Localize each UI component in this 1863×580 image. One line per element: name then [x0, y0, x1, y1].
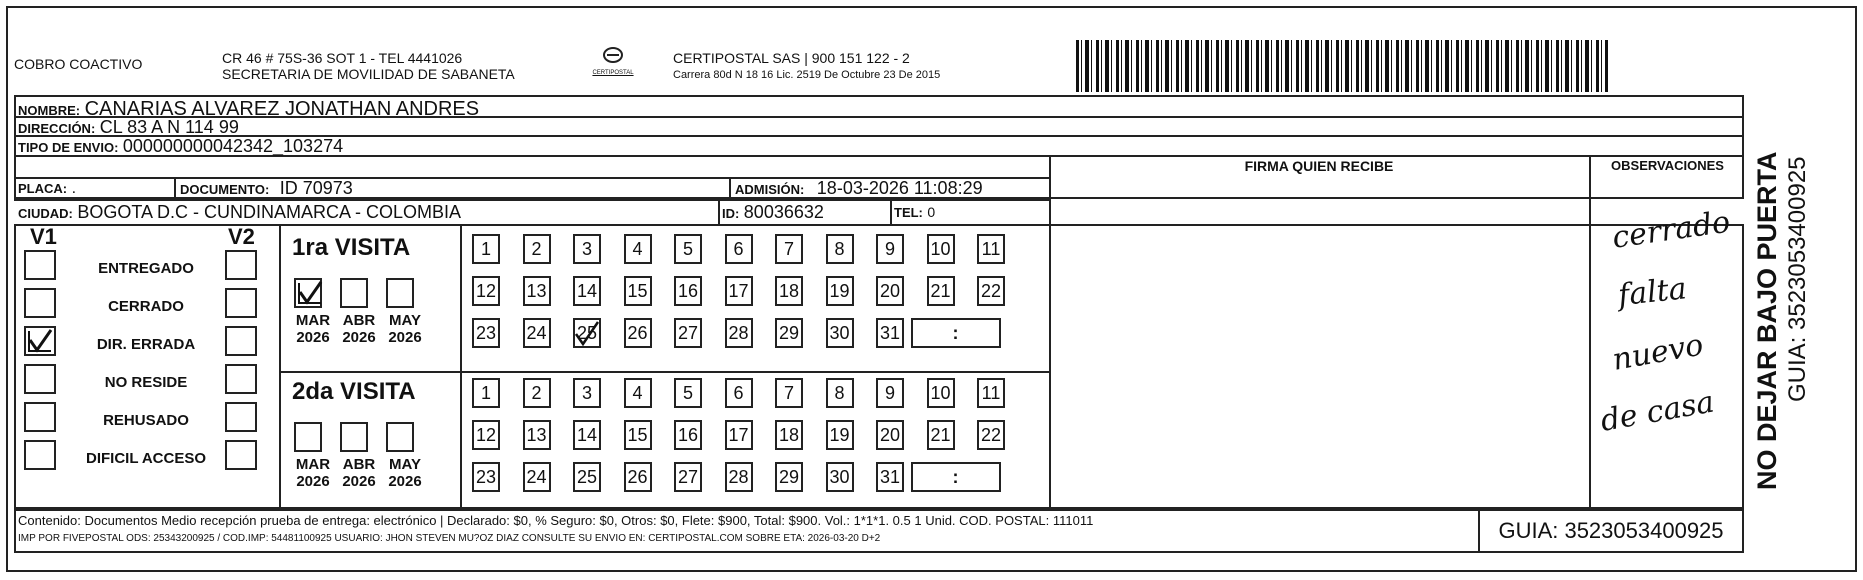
- v2-checkbox[interactable]: [225, 288, 257, 318]
- footer-guia: GUIA: 3523053400925: [1498, 518, 1724, 543]
- day-box[interactable]: 24: [523, 462, 551, 492]
- ciudad-value: BOGOTA D.C - CUNDINAMARCA - COLOMBIA: [77, 202, 462, 222]
- sender-entity: SECRETARIA DE MOVILIDAD DE SABANETA: [222, 66, 515, 82]
- day-box[interactable]: 29: [775, 462, 803, 492]
- v1-checkbox[interactable]: [24, 440, 56, 470]
- direccion-row: [18, 117, 239, 138]
- handwriting-line: falta: [1616, 271, 1689, 314]
- day-box[interactable]: 7: [775, 378, 803, 408]
- admision-value: 18-03-2026 11:08:29: [816, 178, 983, 198]
- motivo-label: REHUSADO: [103, 412, 189, 429]
- motivo-label: DIFICIL ACCESO: [85, 450, 206, 467]
- day-box[interactable]: 8: [826, 378, 854, 408]
- documento-row: [180, 178, 353, 199]
- v2-checkbox[interactable]: [225, 250, 257, 280]
- handwriting-line: nuevo: [1609, 327, 1706, 378]
- month-box[interactable]: [340, 278, 368, 308]
- day-box[interactable]: 31: [876, 318, 904, 348]
- side-guia: GUIA: 3523053400925: [1784, 156, 1811, 402]
- ciudad-label: CIUDAD:: [18, 206, 73, 221]
- day-box[interactable]: 16: [674, 276, 702, 306]
- day-box[interactable]: 13: [523, 420, 551, 450]
- day-box[interactable]: 8: [826, 234, 854, 264]
- ciudad-row: [18, 202, 461, 223]
- day-box[interactable]: 3: [573, 234, 601, 264]
- tipo-row: [18, 136, 343, 157]
- v1-checkbox[interactable]: [24, 402, 56, 432]
- documento-value: ID 70973: [279, 178, 353, 198]
- day-box[interactable]: 28: [725, 462, 753, 492]
- id-label: ID:: [722, 206, 740, 221]
- day-box[interactable]: 20: [876, 420, 904, 450]
- day-box[interactable]: 30: [826, 462, 854, 492]
- month-year: 2026: [342, 473, 376, 490]
- day-box[interactable]: 4: [624, 234, 652, 264]
- day-box[interactable]: 24: [523, 318, 551, 348]
- tipo-value: 000000000042342_103274: [122, 136, 344, 156]
- v1-label: V1: [30, 224, 57, 249]
- sender-address: CR 46 # 75S-36 SOT 1 - TEL 4441026: [222, 50, 463, 66]
- day-box[interactable]: 18: [775, 276, 803, 306]
- day-box[interactable]: 15: [624, 276, 652, 306]
- month-label: MAR: [295, 456, 331, 473]
- day-box[interactable]: 2: [523, 378, 551, 408]
- direccion-value: CL 83 A N 114 99: [99, 117, 239, 137]
- id-row: [722, 202, 824, 223]
- day-box[interactable]: 9: [876, 234, 904, 264]
- day-box[interactable]: 28: [725, 318, 753, 348]
- placa-row: [18, 180, 76, 198]
- day-box[interactable]: 5: [674, 234, 702, 264]
- tipo-label: TIPO DE ENVIO:: [18, 140, 119, 155]
- v1-checkbox[interactable]: [24, 364, 56, 394]
- month-label: ABR: [342, 312, 376, 329]
- day-box[interactable]: 22: [977, 420, 1005, 450]
- day-box[interactable]: 20: [876, 276, 904, 306]
- day-box[interactable]: 30: [826, 318, 854, 348]
- day-box[interactable]: 23: [472, 318, 500, 348]
- day-box[interactable]: 26: [624, 318, 652, 348]
- no-dejar-text: NO DEJAR BAJO PUERTA: [1752, 151, 1782, 490]
- month-year: 2026: [388, 329, 422, 346]
- day-box[interactable]: 21: [927, 276, 955, 306]
- day-box[interactable]: 18: [775, 420, 803, 450]
- handwriting-line: de casa: [1597, 384, 1717, 439]
- direccion-label: DIRECCIÓN:: [18, 121, 96, 136]
- day-box[interactable]: 12: [472, 276, 500, 306]
- footer-imp: IMP POR FIVEPOSTAL ODS: 25343200925 / COD.IMP: 54481100925 USUARIO: JHON STEVEN MU?OZ DIAZ CONSULTE SU ENVIO EN: CERTIPOSTAL.COM SOBRE ETA: 2026-03-20 D+2: [18, 533, 881, 544]
- v1-checkbox[interactable]: [24, 288, 56, 318]
- admision-label: ADMISIÓN:: [735, 182, 805, 197]
- footer-contenido: Contenido: Documentos Medio recepción prueba de entrega: electrónico | Declarado: $0, % Seguro: $0, Otros: $0, Flete: $900, Total: $900. Vol.: 1*1*1. 0.5 1 Unid. COD. POSTAL: 111011: [18, 513, 1094, 528]
- day-box[interactable]: 27: [674, 318, 702, 348]
- v2-checkbox[interactable]: [225, 402, 257, 432]
- day-box[interactable]: 12: [472, 420, 500, 450]
- day-box[interactable]: 25: [573, 318, 601, 348]
- month-label: ABR: [342, 456, 376, 473]
- time-box: :: [911, 318, 1001, 348]
- motivo-label: ENTREGADO: [98, 260, 194, 277]
- tel-label: TEL:: [894, 205, 923, 220]
- day-box[interactable]: 5: [674, 378, 702, 408]
- month-box[interactable]: [294, 278, 322, 308]
- admision-row: [735, 178, 983, 199]
- month-box[interactable]: [340, 422, 368, 452]
- motivo-label: DIR. ERRADA: [96, 336, 196, 353]
- logo-icon: [602, 46, 624, 64]
- handwriting-line: cerrado: [1610, 204, 1733, 256]
- day-box[interactable]: 6: [725, 234, 753, 264]
- month-box[interactable]: [386, 422, 414, 452]
- check-mark-icon: [296, 280, 324, 306]
- month-box[interactable]: [294, 422, 322, 452]
- tel-value: 0: [927, 204, 936, 220]
- firma-header: FIRMA QUIEN RECIBE: [1244, 158, 1394, 174]
- v1-checkbox[interactable]: [24, 326, 56, 356]
- month-year: 2026: [296, 329, 330, 346]
- day-box[interactable]: 29: [775, 318, 803, 348]
- day-box[interactable]: 11: [977, 378, 1005, 408]
- observaciones-handwriting: [1597, 200, 1740, 500]
- day-box[interactable]: 14: [573, 276, 601, 306]
- day-box[interactable]: 2: [523, 234, 551, 264]
- company-license: Carrera 80d N 18 16 Lic. 2519 De Octubre 23 De 2015: [673, 69, 941, 81]
- day-box[interactable]: 7: [775, 234, 803, 264]
- day-box[interactable]: 27: [674, 462, 702, 492]
- observaciones-header: OBSERVACIONES: [1611, 158, 1724, 173]
- nombre-label: NOMBRE:: [18, 103, 81, 118]
- form-type: COBRO COACTIVO: [14, 56, 143, 72]
- day-box[interactable]: 17: [725, 276, 753, 306]
- day-box[interactable]: 3: [573, 378, 601, 408]
- day-box[interactable]: 6: [725, 378, 753, 408]
- tel-row: [894, 204, 935, 222]
- day-box[interactable]: 19: [826, 276, 854, 306]
- day-box[interactable]: 25: [573, 462, 601, 492]
- visita1-title: 1ra VISITA: [292, 234, 411, 261]
- day-box[interactable]: 19: [826, 420, 854, 450]
- month-box[interactable]: [386, 278, 414, 308]
- month-year: 2026: [388, 473, 422, 490]
- logo-text: CERTIPOSTAL: [592, 70, 634, 76]
- day-box[interactable]: 13: [523, 276, 551, 306]
- v2-checkbox[interactable]: [225, 326, 257, 356]
- certipostal-logo: [590, 46, 636, 80]
- v2-checkbox[interactable]: [225, 364, 257, 394]
- v2-label: V2: [228, 224, 255, 249]
- month-year: 2026: [296, 473, 330, 490]
- placa-label: PLACA:: [18, 181, 68, 196]
- time-box: :: [911, 462, 1001, 492]
- company-name: CERTIPOSTAL SAS | 900 151 122 - 2: [673, 50, 910, 66]
- check-mark-icon: [26, 328, 54, 354]
- day-box[interactable]: 1: [472, 378, 500, 408]
- v1-checkbox[interactable]: [24, 250, 56, 280]
- day-box[interactable]: 22: [977, 276, 1005, 306]
- month-year: 2026: [342, 329, 376, 346]
- motivo-label: NO RESIDE: [104, 374, 188, 391]
- v2-checkbox[interactable]: [225, 440, 257, 470]
- day-box[interactable]: 11: [977, 234, 1005, 264]
- day-box[interactable]: 10: [927, 378, 955, 408]
- motivo-label: CERRADO: [108, 298, 184, 315]
- day-box[interactable]: 15: [624, 420, 652, 450]
- placa-value: .: [71, 180, 77, 197]
- day-box[interactable]: 31: [876, 462, 904, 492]
- day-box[interactable]: 21: [927, 420, 955, 450]
- documento-label: DOCUMENTO:: [180, 182, 270, 197]
- day-box[interactable]: 14: [573, 420, 601, 450]
- day-box[interactable]: 9: [876, 378, 904, 408]
- day-box[interactable]: 16: [674, 420, 702, 450]
- barcode: [1076, 40, 1608, 92]
- day-box[interactable]: 4: [624, 378, 652, 408]
- id-value: 80036632: [743, 202, 824, 222]
- day-box[interactable]: 26: [624, 462, 652, 492]
- nombre-value: CANARIAS ALVAREZ JONATHAN ANDRES: [84, 98, 480, 120]
- visita2-title: 2da VISITA: [292, 378, 416, 405]
- month-label: MAY: [389, 456, 421, 473]
- day-box[interactable]: 17: [725, 420, 753, 450]
- month-label: MAR: [295, 312, 331, 329]
- day-box[interactable]: 10: [927, 234, 955, 264]
- day-box[interactable]: 23: [472, 462, 500, 492]
- day-box[interactable]: 1: [472, 234, 500, 264]
- month-label: MAY: [389, 312, 421, 329]
- day-check-icon: [573, 318, 601, 348]
